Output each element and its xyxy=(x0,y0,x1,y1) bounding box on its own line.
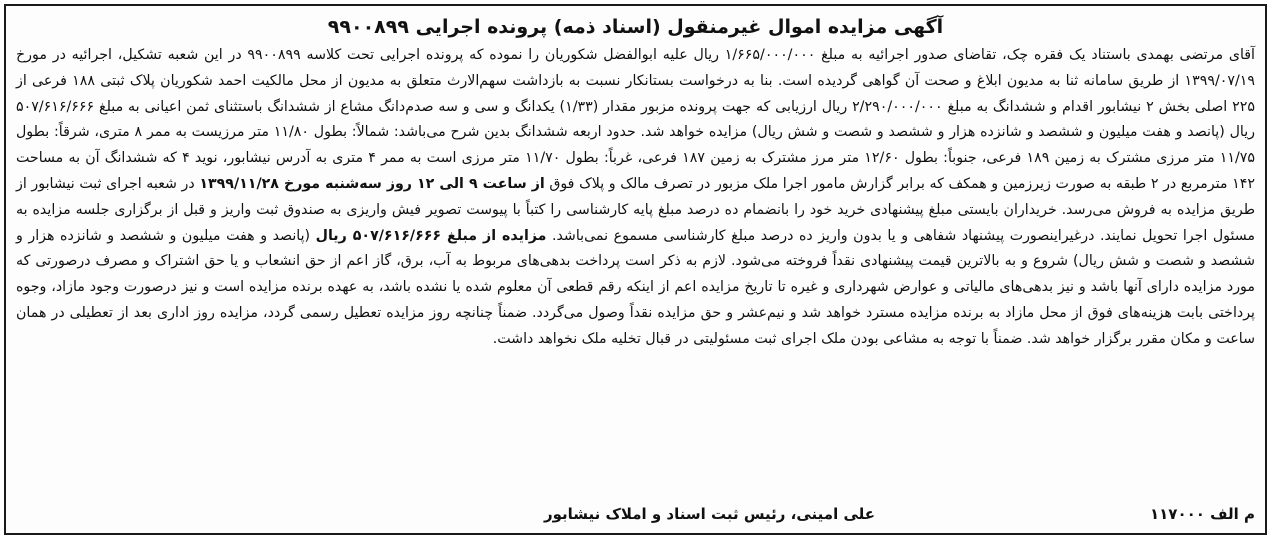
notice-code: م الف ۱۱۷۰۰۰ xyxy=(1149,505,1255,523)
notice-body xyxy=(16,43,1255,353)
starting-price-emphasis: مزایده از مبلغ ۵۰۷/۶۱۶/۶۶۶ ریال xyxy=(315,227,547,244)
signature: علی امینی، رئیس ثبت اسناد و املاک نیشابور xyxy=(543,505,875,523)
notice-footer xyxy=(16,501,1255,527)
notice-text-part-3: (پانصد و هفت میلیون و ششصد و شانزده هزار و ششصد و شصت و شش ریال) شروع و به بالاترین قیمت پیشنهادی نقداً فروخته می‌شود. لازم به ذکر است پرداخت بدهی‌های مربوط به آب، برق، گاز اعم از حق انشعاب و یا حق اشتراک و مصرف درصورتی که مورد مزایده دارای آنها باشد و نیز بدهی‌های مالیاتی و عوارض شهرداری و غیره تا تاریخ مزایده اعم از اینکه رقم قطعی آن معلوم شده یا نشده باشد، به عهده برنده مزایده است و نیز درصورت وجود مازاد، وجوه پرداختی بابت هزینه‌های فوق از محل مازاد به برنده مزایده مسترد خواهد شد و نیم‌عشر و حق مزایده نقداً وصول می‌گردد. ضمناً چنانچه روز مزایده تعطیل رسمی گردد، مزایده روز اداری بعد از تعطیلی در همان ساعت و مکان مقرر برگزار خواهد شد. ضمناً با توجه به مشاعی بودن ملک اجرای ثبت مسئولیتی در قبال تخلیه ملک نخواهد داشت. xyxy=(16,227,1255,347)
notice-text-part-1: آقای مرتضی بهمدی باستناد یک فقره چک، تقاضای صدور اجرائیه به مبلغ ۱/۶۶۵/۰۰۰/۰۰۰ ریال علیه ابوالفضل شکوریان را نموده که پرونده اجرایی تحت کلاسه ۹۹۰۰۸۹۹ در این شعبه تشکیل، اجرائیه در مورخ ۱۳۹۹/۰۷/۱۹ از طریق سامانه ثنا به مدیون ابلاغ و صحت آن گواهی گردیده است. بنا به درخواست بستانکار نسبت به بازداشت سهم‌الارث متعلق به مدیون از محل مالکیت احمد شکوریان پلاک ثبتی ۱۸۸ فرعی از ۲۲۵ اصلی بخش ۲ نیشابور اقدام و ششدانگ به مبلغ ۲/۲۹۰/۰۰۰/۰۰۰ ریال ارزیابی که جهت پرونده مزبور مقدار (۱/۳۳) یکدانگ و سی و سه صدم‌دانگ مشاع از ششدانگ باستثنای ثمن اعیانی به مبلغ ۵۰۷/۶۱۶/۶۶۶ ریال (پانصد و هفت میلیون و ششصد و شانزده هزار و ششصد و شصت و شش ریال) مزایده خواهد شد. حدود اربعه ششدانگ بدین شرح می‌باشد: شمالاً: بطول ۱۱/۸۰ متر مرزیست به ممر ۸ متری، شرقاً: بطول ۱۱/۷۵ متر مرزی مشترک به زمین ۱۸۹ فرعی، جنوباً: بطول ۱۲/۶۰ متر مرز مشترک به زمین ۱۸۷ فرعی، غرباً: بطول ۱۱/۷۰ متر مرزی است به ممر ۴ متری به آدرس نیشابور، نوید ۴ که ششدانگ آن به مساحت ۱۴۲ مترمربع در ۲ طبقه به صورت زیرزمین و همکف که برابر گزارش مامور اجرا ملک مزبور در تصرف مالک و پلاک فوق xyxy=(16,47,1256,192)
notice-title: آگهی مزایده اموال غیرمنقول (اسناد ذمه) پرونده اجرایی ۹۹۰۰۸۹۹ xyxy=(327,16,944,38)
notice-frame xyxy=(4,4,1267,535)
auction-time-emphasis: از ساعت ۹ الی ۱۲ روز سه‌شنبه مورخ ۱۳۹۹/۱۱/۲۸ xyxy=(199,175,545,192)
notice-text-part-2: در شعبه اجرای ثبت نیشابور از طریق مزایده به فروش می‌رسد. خریداران بایستی مبلغ پیشنهادی خرید خود را بانضمام ده درصد مبلغ پایه کارشناسی را کتباً با پیوست تصویر فیش واریزی به صندوق ثبت واریز و قبل از برگزاری جلسه مزایده به مسئول اجرا تحویل نمایند. درغیراینصورت پیشنهاد شفاهی و یا بدون واریز ده درصد مبلغ کارشناسی مسموع نمی‌باشد. xyxy=(16,175,1256,244)
notice-paragraph xyxy=(16,43,1255,353)
